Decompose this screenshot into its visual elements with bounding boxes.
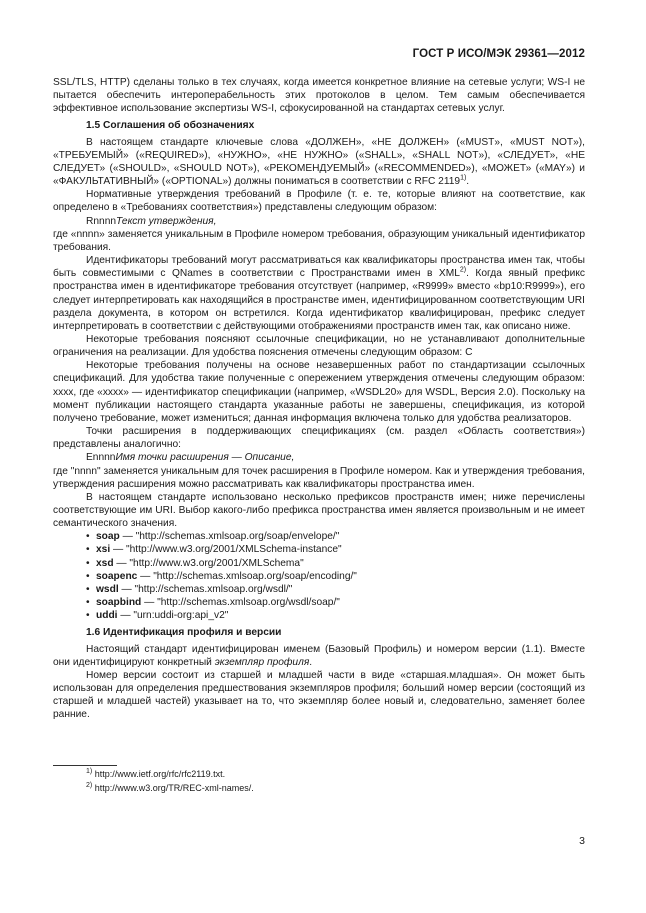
paragraph: где «nnnn» заменяется уникальным в Профиле номером требования, образующим уникальный идентификатор требования.: [53, 228, 585, 253]
section-heading: 1.5 Соглашения об обозначениях: [86, 120, 255, 132]
page-number: 3: [579, 835, 585, 847]
footnote-separator: [53, 765, 117, 766]
paragraph: Нормативные утверждения требований в Профиле (т. е. те, которые влияют на соответствие, как определено в «Требованиях соответствия») представлены следующим образом:: [53, 189, 585, 214]
section-heading: 1.6 Идентификация профиля и версии: [86, 627, 282, 639]
paragraph: Некоторые требования получены на основе незавершенных работ по стандартизации ссылочных спецификаций. Для удобства такие полученные с опережением утверждения отмечены следующим образом: xxxx, где «xxxx» — идентификатор спецификации (например, «WSDL20» для WSDL, Версия 2.0). Поскольку на момент публикации настоящего стандарта указанные работы не завершены, спецификация, из которой получено требование, может измениться; данная информация включена только для удобства реализаторов.: [53, 360, 585, 424]
paragraph: В настоящем стандарте использовано несколько префиксов пространств имен; ниже перечислены соответствующие им URI. Выбор какого-либо префикса пространства имен является произвольным и не имеет семантического значения.: [53, 491, 585, 530]
list-item: • wsdl — "http://schemas.xmlsoap.org/wsdl/": [86, 583, 585, 596]
footnotes: [86, 767, 254, 795]
footnote-ref[interactable]: 2): [459, 266, 467, 274]
list-item: • soapenc — "http://schemas.xmlsoap.org/soap/encoding/": [86, 570, 585, 583]
requirement-template: RnnnnТекст утверждения,: [86, 215, 217, 227]
list-item: • uddi — "urn:uddi-org:api_v2": [86, 609, 585, 622]
paragraph: В настоящем стандарте ключевые слова «ДОЛЖЕН», «НЕ ДОЛЖЕН» («MUST», «MUST NOT»), «ТРЕБУЕМЫЙ» («REQUIRED»), «НУЖНО», «НЕ НУЖНО» («SHALL», «SHALL NOT»), «СЛЕДУЕТ», «НЕ СЛЕДУЕТ» («SHOULD», «SHOULD NOT»), «РЕКОМЕНДУЕМЫЙ» («RECOMMENDED»), «МОЖЕТ» («MAY») и «ФАКУЛЬТАТИВНЫЙ» («OPTIONAL») должны пониматься в соответствии с RFC 2119$^{1)}$.: [53, 136, 585, 188]
list-item: • soap — "http://schemas.xmlsoap.org/soap/envelope/": [86, 530, 585, 543]
paragraph: SSL/TLS, HTTP) сделаны только в тех случаях, когда имеется конкретное влияние на сетевые услуги; WS-I не пытается обеспечить интероперабельность этих протоколов в целом. Тем самым обеспечивается эффективное использование экспертизы WS-I, сфокусированной на стандартах сетевых услуг.: [53, 77, 585, 115]
paragraph: Точки расширения в поддерживающих спецификациях (см. раздел «Область соответствия») представлены аналогично:: [53, 426, 585, 451]
list-item: • xsi — "http://www.w3.org/2001/XMLSchema-instance": [86, 543, 585, 556]
paragraph: Настоящий стандарт идентифицирован именем (Базовый Профиль) и номером версии (1.1). Вместе они идентифицируют конкретный экземпляр профиля.: [53, 643, 585, 668]
list-item: • xsd — "http://www.w3.org/2001/XMLSchema": [86, 557, 585, 570]
footnote: $^{1)}$ http://www.ietf.org/rfc/rfc2119.txt.: [86, 768, 226, 779]
standard-header: ГОСТ Р ИСО/МЭК 29361—2012: [412, 48, 585, 60]
footnote: $^{2)}$ http://www.w3.org/TR/REC-xml-names/.: [86, 782, 254, 793]
list-item: • soapbind — "http://schemas.xmlsoap.org/wsdl/soap/": [86, 596, 585, 609]
paragraph: Некоторые требования поясняют ссылочные спецификации, но не устанавливают дополнительные ограничения на реализации. Для удобства пояснения отмечены следующим образом: С: [53, 333, 585, 359]
paragraph: Идентификаторы требований могут рассматриваться как квалификаторы пространства имен так, чтобы быть совместимыми с QNames в соответствии с Пространствами имен в XML$^{2)}$. Когда явный префикс пространства имен в идентификаторе требования отсутствует (например, «R9999» вместо «bp10:R9999»), его следует интерпретировать как находящийся в пространстве имен, идентифицированном соответствующим URI раздела документа, в котором он встретился. Когда идентификатор квалифицирован, префикс следует интерпретировать в соответствии с действующими отображениями пространств имен так, как описано ниже.: [53, 255, 585, 332]
paragraph: Номер версии состоит из старшей и младшей части в виде «старшая.младшая». Он может быть использован для определения предшествования экземпляров профиля; больший номер версии (состоящий из старшей и младшей частей) указывает на то, что экземпляр более новый и, следовательно, заменяет более ранние.: [53, 669, 585, 721]
namespace-list: [53, 530, 585, 622]
footnote-ref[interactable]: 1): [460, 174, 467, 182]
extension-template: EnnnnИмя точки расширения — Описание,: [86, 452, 295, 464]
paragraph: где "nnnn" заменяется уникальным для точек расширения в Профиле номером. Как и утверждения требования, утверждения расширения можно рассматривать как квалификаторы пространства имен.: [53, 465, 585, 490]
page-content: [53, 76, 585, 722]
